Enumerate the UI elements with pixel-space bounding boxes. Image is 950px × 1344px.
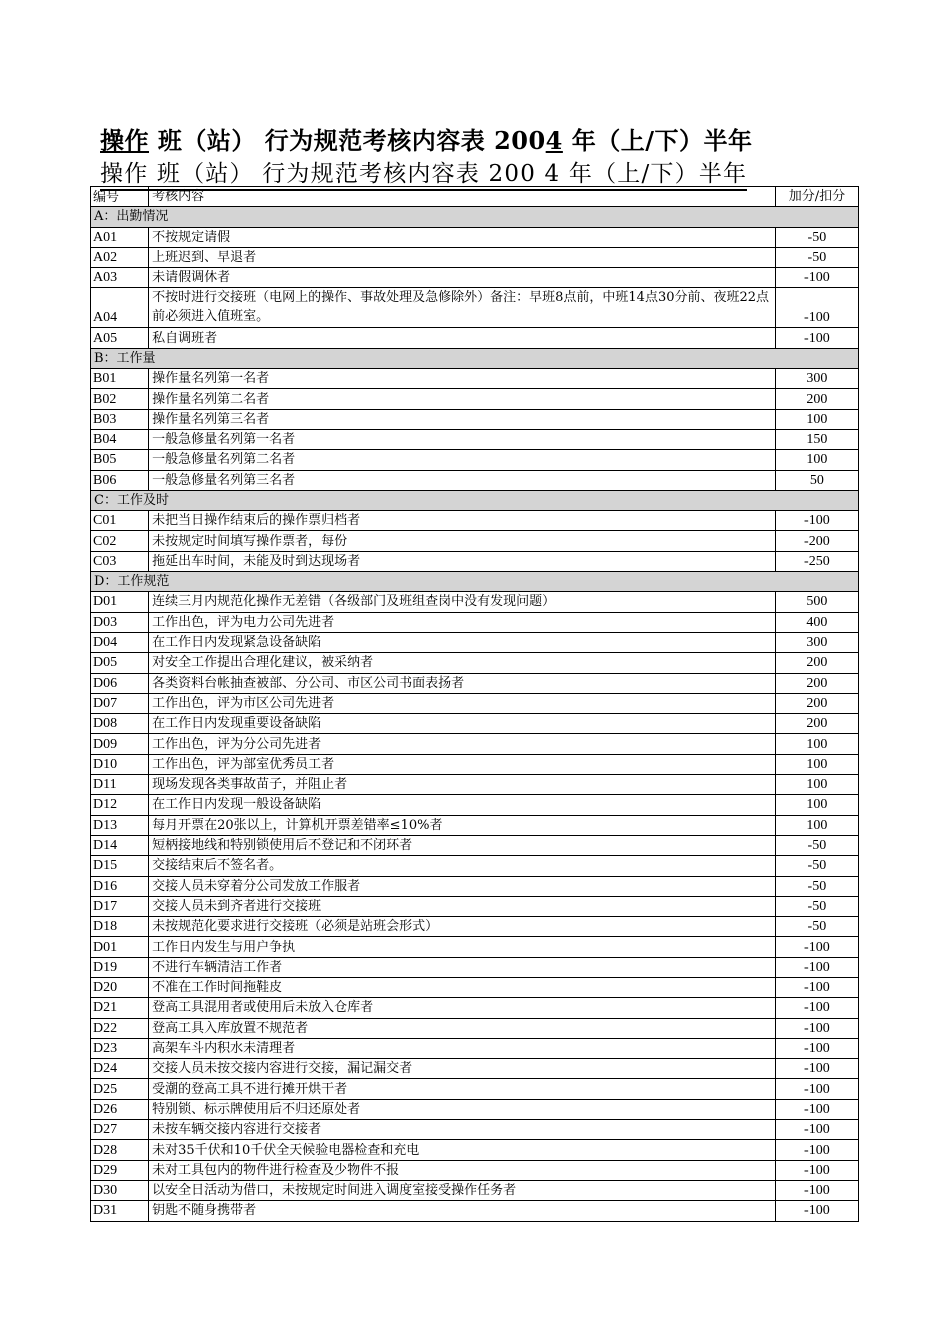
item-content: 短柄接地线和特别锁使用后不登记和不闭环者 — [149, 835, 776, 855]
table-row — [91, 1038, 859, 1058]
item-content: 登高工具混用者或使用后未放入仓库者 — [149, 998, 776, 1018]
table-row — [91, 592, 859, 612]
item-code: D01 — [91, 592, 149, 612]
item-code: C01 — [91, 511, 149, 531]
item-content: 现场发现各类事故苗子，并阻止者 — [149, 775, 776, 795]
item-code: D09 — [91, 734, 149, 754]
table-row — [91, 1059, 859, 1079]
table-row — [91, 998, 859, 1018]
table-row — [91, 450, 859, 470]
table-row — [91, 693, 859, 713]
item-code: D21 — [91, 998, 149, 1018]
item-code: D31 — [91, 1201, 149, 1221]
item-content: 未按车辆交接内容进行交接者 — [149, 1120, 776, 1140]
table-row — [91, 247, 859, 267]
item-code: D08 — [91, 714, 149, 734]
table-row — [91, 977, 859, 997]
item-content: 操作量名列第三名者 — [149, 409, 776, 429]
item-content: 不准在工作时间拖鞋皮 — [149, 977, 776, 997]
item-content: 工作出色，评为部室优秀员工者 — [149, 754, 776, 774]
item-content: 特别锁、标示牌使用后不归还原处者 — [149, 1099, 776, 1119]
table-row — [91, 369, 859, 389]
table-row — [91, 1079, 859, 1099]
item-score: 50 — [775, 470, 858, 490]
title-middle: 班（站） 行为规范考核内容表 200 — [149, 126, 546, 155]
table-row — [91, 876, 859, 896]
item-code: D29 — [91, 1160, 149, 1180]
item-content: 以安全日活动为借口，未按规定时间进入调度室接受操作任务者 — [149, 1180, 776, 1200]
item-code: B04 — [91, 429, 149, 449]
table-row — [91, 815, 859, 835]
item-score: 100 — [775, 409, 858, 429]
section-title: C：工作及时 — [91, 490, 859, 510]
item-score: -50 — [775, 856, 858, 876]
page-title — [100, 121, 753, 156]
item-score: -100 — [775, 1059, 858, 1079]
item-content: 连续三月内规范化操作无差错（各级部门及班组查岗中没有发现问题） — [149, 592, 776, 612]
table-row — [91, 409, 859, 429]
table-row — [91, 896, 859, 916]
item-code: D30 — [91, 1180, 149, 1200]
table-row — [91, 429, 859, 449]
item-content: 每月开票在20张以上，计算机开票差错率≤10%者 — [149, 815, 776, 835]
item-score: -250 — [775, 551, 858, 571]
item-score: -100 — [775, 328, 858, 348]
table-header-row — [91, 187, 859, 207]
section-row — [91, 490, 859, 510]
item-score: -100 — [775, 1099, 858, 1119]
table-row — [91, 268, 859, 288]
item-code: D05 — [91, 653, 149, 673]
item-code: D28 — [91, 1140, 149, 1160]
item-content: 工作日内发生与用户争执 — [149, 937, 776, 957]
item-code: D27 — [91, 1120, 149, 1140]
item-code: D24 — [91, 1059, 149, 1079]
item-content: 工作出色，评为分公司先进者 — [149, 734, 776, 754]
item-score: -100 — [775, 977, 858, 997]
item-code: C03 — [91, 551, 149, 571]
table-row — [91, 1201, 859, 1221]
item-score: -100 — [775, 1018, 858, 1038]
item-content: 未对35千伏和10千伏全天候验电器检查和充电 — [149, 1140, 776, 1160]
item-content: 拖延出车时间，未能及时到达现场者 — [149, 551, 776, 571]
item-score: -50 — [775, 227, 858, 247]
table-row — [91, 1018, 859, 1038]
table-row — [91, 328, 859, 348]
item-content: 操作量名列第一名者 — [149, 369, 776, 389]
item-score: 100 — [775, 734, 858, 754]
table-row — [91, 795, 859, 815]
item-code: D04 — [91, 632, 149, 652]
item-score: -200 — [775, 531, 858, 551]
item-score: -100 — [775, 1079, 858, 1099]
item-content: 一般急修量名列第二名者 — [149, 450, 776, 470]
item-score: 200 — [775, 389, 858, 409]
item-code: A02 — [91, 247, 149, 267]
table-row — [91, 673, 859, 693]
item-score: -100 — [775, 1160, 858, 1180]
item-content: 交接人员未穿着分公司发放工作服者 — [149, 876, 776, 896]
item-score: 300 — [775, 369, 858, 389]
header-content: 考核内容 — [149, 187, 776, 207]
item-score: -50 — [775, 896, 858, 916]
item-score: -100 — [775, 1120, 858, 1140]
item-content: 各类资料台帐抽查被部、分公司、市区公司书面表扬者 — [149, 673, 776, 693]
item-content: 对安全工作提出合理化建议，被采纳者 — [149, 653, 776, 673]
item-content: 工作出色，评为市区公司先进者 — [149, 693, 776, 713]
item-score: -100 — [775, 1180, 858, 1200]
item-score: -100 — [775, 1038, 858, 1058]
item-content: 未把当日操作结束后的操作票归档者 — [149, 511, 776, 531]
item-code: D10 — [91, 754, 149, 774]
table-row — [91, 856, 859, 876]
item-score: -50 — [775, 835, 858, 855]
item-code: D03 — [91, 612, 149, 632]
item-score: -100 — [775, 288, 858, 328]
item-score: -50 — [775, 917, 858, 937]
item-score: 200 — [775, 693, 858, 713]
item-content: 未按规定时间填写操作票者，每份 — [149, 531, 776, 551]
item-score: -100 — [775, 1201, 858, 1221]
item-content: 高架车斗内积水未清理者 — [149, 1038, 776, 1058]
section-row — [91, 207, 859, 227]
item-code: D18 — [91, 917, 149, 937]
item-score: -100 — [775, 1140, 858, 1160]
item-score: 100 — [775, 775, 858, 795]
item-content: 未按规范化要求进行交接班（必须是站班会形式） — [149, 917, 776, 937]
item-score: 200 — [775, 714, 858, 734]
table-row — [91, 1140, 859, 1160]
table-row — [91, 551, 859, 571]
item-content: 不按时进行交接班（电网上的操作、事故处理及急修除外）备注：早班8点前，中班14点30分前、夜班22点前必须进入值班室。 — [149, 288, 776, 328]
item-code: D25 — [91, 1079, 149, 1099]
item-content: 未对工具包内的物件进行检查及少物件不报 — [149, 1160, 776, 1180]
item-content: 在工作日内发现紧急设备缺陷 — [149, 632, 776, 652]
item-content: 登高工具入库放置不规范者 — [149, 1018, 776, 1038]
item-score: -100 — [775, 511, 858, 531]
header-score: 加分/扣分 — [775, 187, 858, 207]
table-row — [91, 1160, 859, 1180]
item-score: 200 — [775, 673, 858, 693]
item-content: 交接人员未到齐者进行交接班 — [149, 896, 776, 916]
item-content: 一般急修量名列第三名者 — [149, 470, 776, 490]
table-row — [91, 835, 859, 855]
section-row — [91, 348, 859, 368]
item-score: 500 — [775, 592, 858, 612]
item-content: 工作出色，评为电力公司先进者 — [149, 612, 776, 632]
item-code: A01 — [91, 227, 149, 247]
item-code: A04 — [91, 288, 149, 328]
table-row — [91, 1120, 859, 1140]
item-score: -100 — [775, 957, 858, 977]
section-title: B：工作量 — [91, 348, 859, 368]
item-score: 100 — [775, 795, 858, 815]
item-score: 100 — [775, 450, 858, 470]
item-code: D13 — [91, 815, 149, 835]
item-code: D17 — [91, 896, 149, 916]
assessment-table-body — [91, 187, 859, 1222]
table-row — [91, 511, 859, 531]
item-code: D20 — [91, 977, 149, 997]
item-code: B01 — [91, 369, 149, 389]
item-content: 上班迟到、早退者 — [149, 247, 776, 267]
table-row — [91, 754, 859, 774]
item-code: D11 — [91, 775, 149, 795]
table-row — [91, 937, 859, 957]
table-row — [91, 470, 859, 490]
table-row — [91, 734, 859, 754]
item-code: C02 — [91, 531, 149, 551]
item-content: 在工作日内发现一般设备缺陷 — [149, 795, 776, 815]
table-row — [91, 531, 859, 551]
item-score: -50 — [775, 247, 858, 267]
item-code: D26 — [91, 1099, 149, 1119]
item-score: 150 — [775, 429, 858, 449]
item-score: -100 — [775, 937, 858, 957]
table-row — [91, 1180, 859, 1200]
table-row — [91, 1099, 859, 1119]
table-row — [91, 775, 859, 795]
table-row — [91, 957, 859, 977]
item-content: 钥匙不随身携带者 — [149, 1201, 776, 1221]
table-row — [91, 389, 859, 409]
table-row — [91, 632, 859, 652]
table-row — [91, 227, 859, 247]
item-score: -100 — [775, 268, 858, 288]
item-code: D23 — [91, 1038, 149, 1058]
header-code: 编号 — [91, 187, 149, 207]
title-unit: 操作 — [100, 126, 149, 155]
section-title: A：出勤情况 — [91, 207, 859, 227]
item-score: -50 — [775, 876, 858, 896]
item-code: B06 — [91, 470, 149, 490]
item-code: D15 — [91, 856, 149, 876]
item-code: B03 — [91, 409, 149, 429]
item-code: D22 — [91, 1018, 149, 1038]
item-code: D16 — [91, 876, 149, 896]
item-code: D01 — [91, 937, 149, 957]
table-row — [91, 288, 859, 328]
item-content: 一般急修量名列第一名者 — [149, 429, 776, 449]
item-code: A03 — [91, 268, 149, 288]
item-code: D07 — [91, 693, 149, 713]
item-content: 私自调班者 — [149, 328, 776, 348]
item-content: 不进行车辆清洁工作者 — [149, 957, 776, 977]
title-year: 4 — [545, 126, 563, 155]
item-code: B02 — [91, 389, 149, 409]
item-score: 300 — [775, 632, 858, 652]
item-code: A05 — [91, 328, 149, 348]
item-content: 在工作日内发现重要设备缺陷 — [149, 714, 776, 734]
item-content: 未请假调休者 — [149, 268, 776, 288]
item-code: D06 — [91, 673, 149, 693]
item-score: 100 — [775, 754, 858, 774]
item-score: 200 — [775, 653, 858, 673]
table-row — [91, 653, 859, 673]
section-row — [91, 572, 859, 592]
section-title: D：工作规范 — [91, 572, 859, 592]
assessment-table — [90, 186, 859, 1222]
item-score: -100 — [775, 998, 858, 1018]
table-row — [91, 917, 859, 937]
item-code: D19 — [91, 957, 149, 977]
item-score: 400 — [775, 612, 858, 632]
page-subtitle: 操作 班（站） 行为规范考核内容表 200 4 年（上/下）半年 — [100, 155, 747, 191]
table-row — [91, 714, 859, 734]
item-content: 受潮的登高工具不进行摊开烘干者 — [149, 1079, 776, 1099]
table-row — [91, 612, 859, 632]
item-score: 100 — [775, 815, 858, 835]
item-content: 交接结束后不签名者。 — [149, 856, 776, 876]
item-code: B05 — [91, 450, 149, 470]
title-suffix: 年（上/下）半年 — [562, 126, 753, 155]
item-code: D14 — [91, 835, 149, 855]
item-content: 不按规定请假 — [149, 227, 776, 247]
item-code: D12 — [91, 795, 149, 815]
item-content: 交接人员未按交接内容进行交接，漏记漏交者 — [149, 1059, 776, 1079]
item-content: 操作量名列第二名者 — [149, 389, 776, 409]
